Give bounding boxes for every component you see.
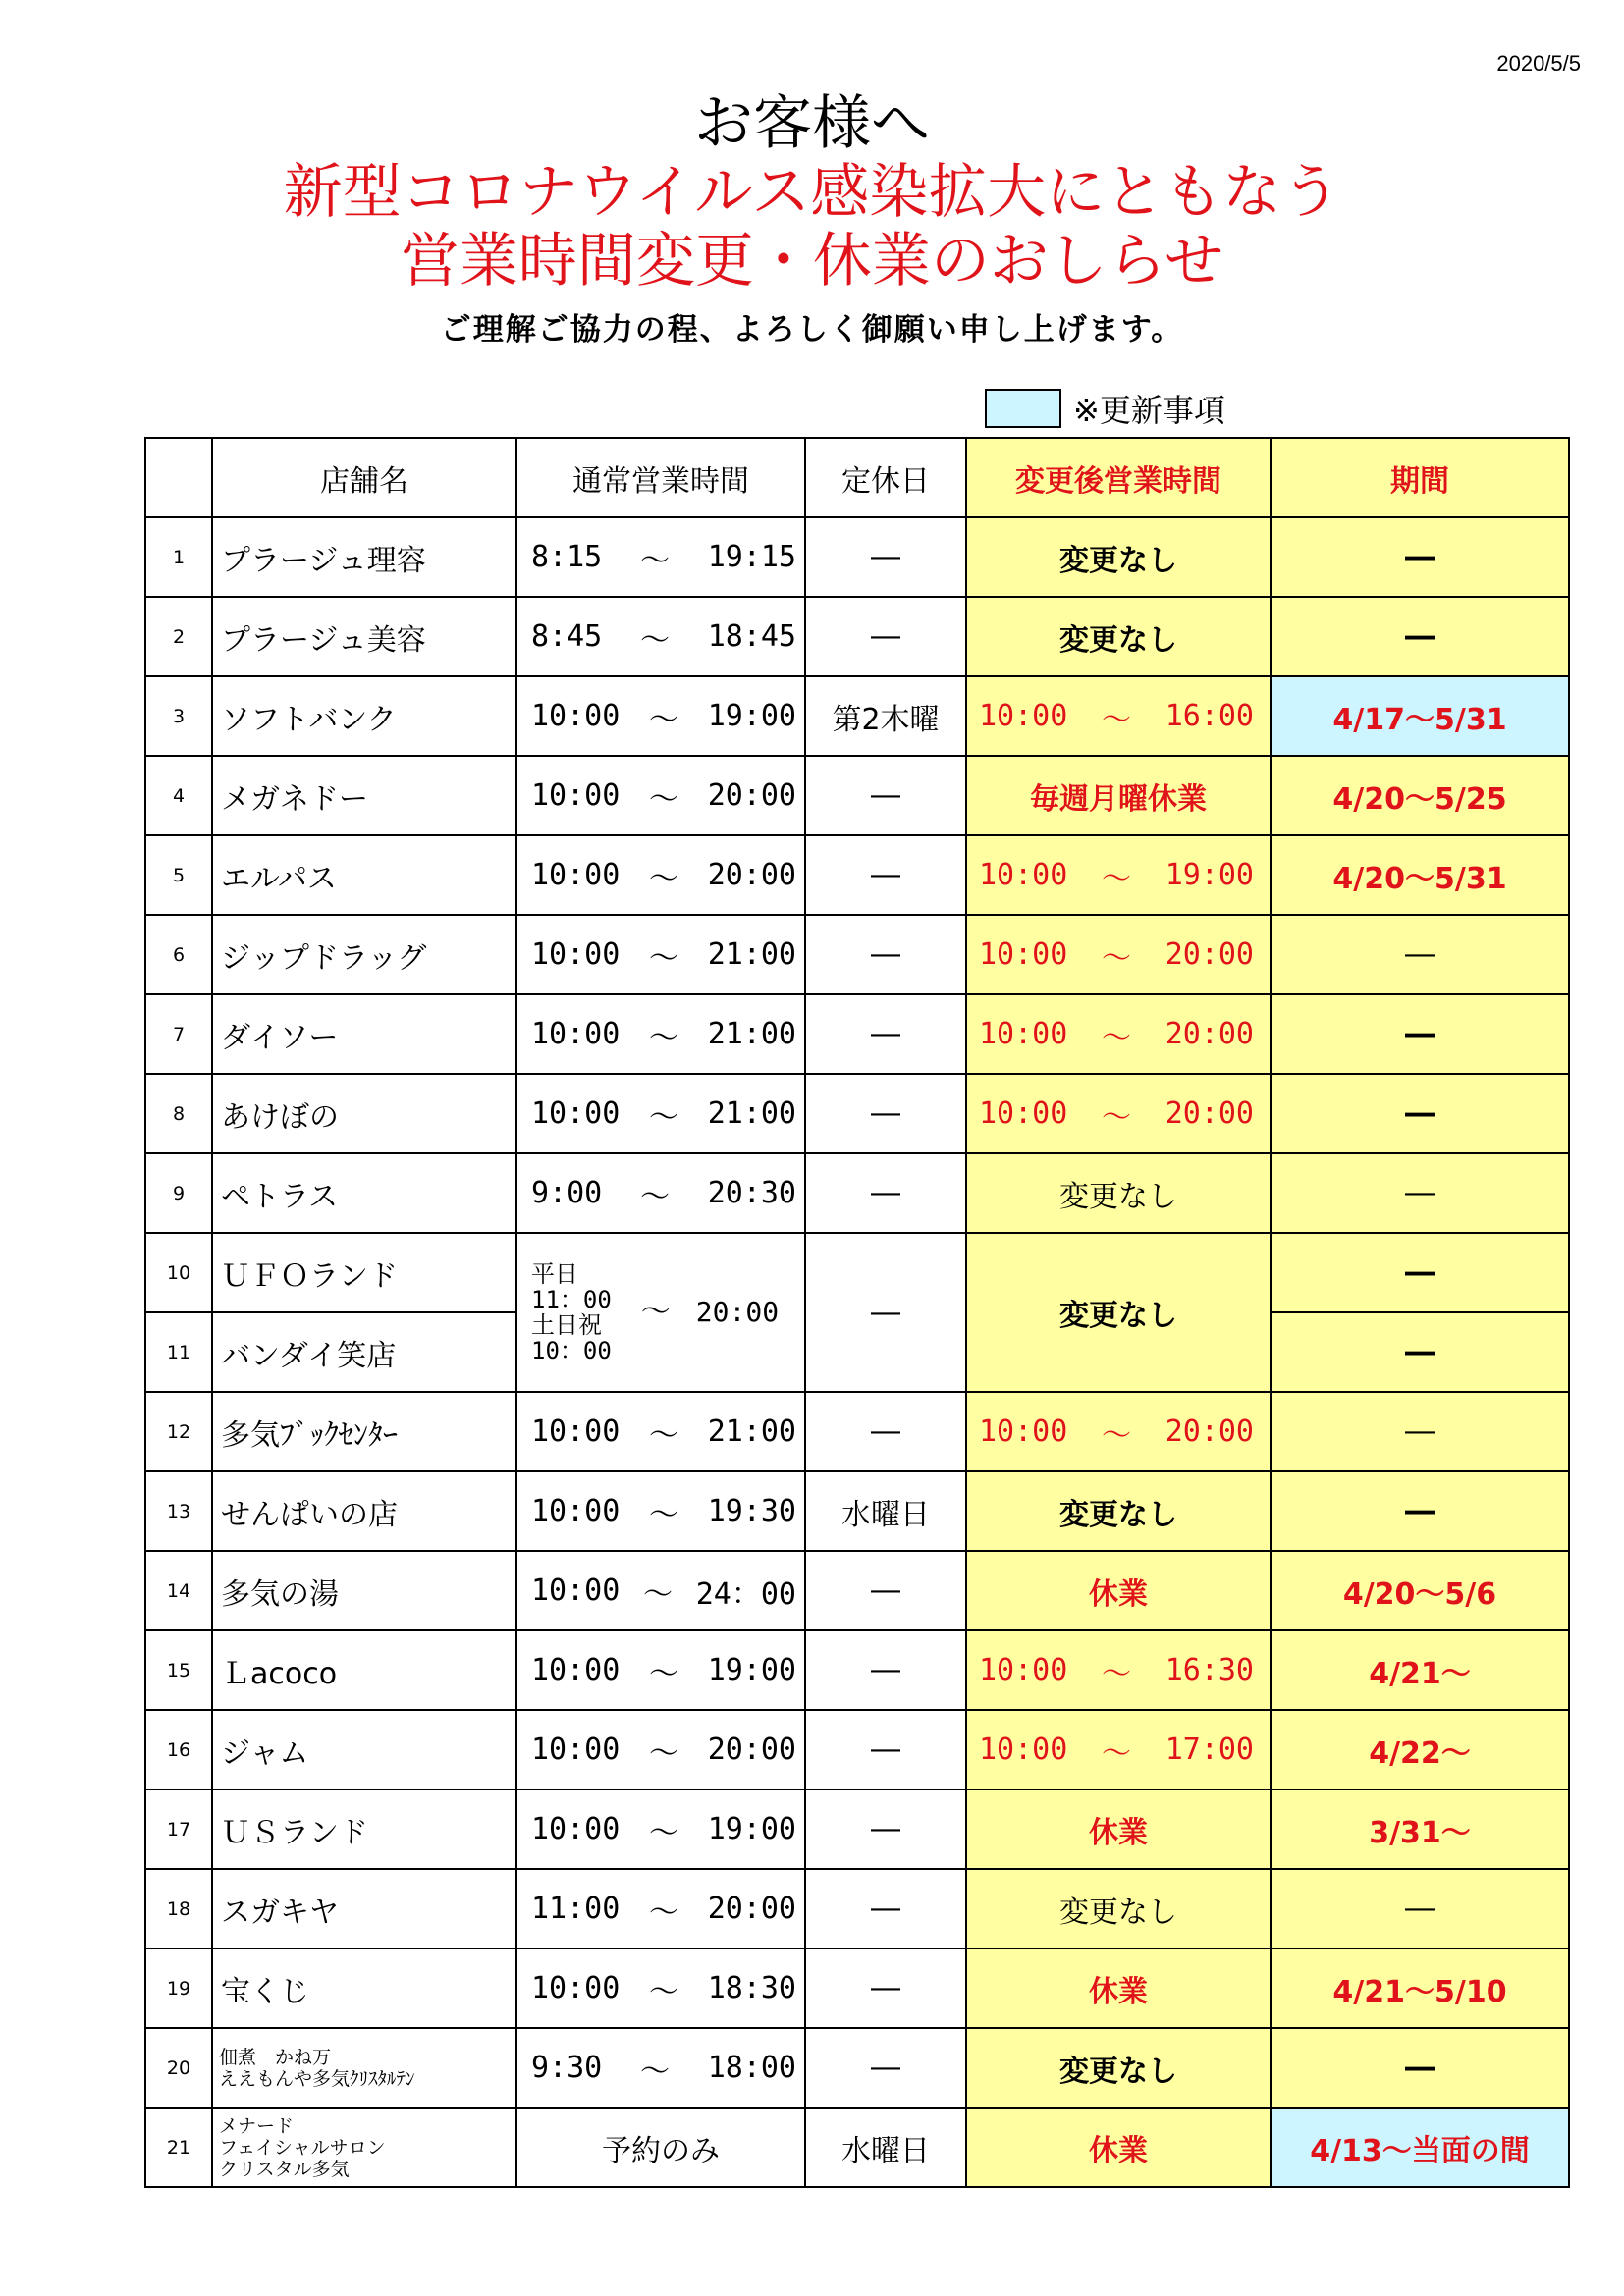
- changed-hours: [966, 994, 1271, 1074]
- changed-hours: [966, 1710, 1271, 1789]
- tilde: ～: [649, 1497, 678, 1532]
- tilde: ～: [639, 1179, 670, 1214]
- hours-range: [517, 1490, 804, 1533]
- legend-label: ※更新事項: [1073, 392, 1225, 429]
- hours-open: 8:15: [531, 540, 603, 574]
- tilde: ～: [649, 1020, 678, 1055]
- changed-open: 10:00: [979, 1653, 1068, 1687]
- store-name-line: フェイシャルサロン: [219, 2136, 386, 2159]
- header-name: 店舗名: [212, 438, 516, 517]
- row-number: 13: [145, 1471, 212, 1551]
- hours-close: 24：00: [695, 1576, 796, 1612]
- hours-range: [517, 1411, 804, 1454]
- holiday: 水曜日: [805, 2108, 966, 2187]
- hours-weekend-label: 土日祝: [531, 1311, 602, 1339]
- notice-subtitle: ご理解ご協力の程、よろしく御願い申し上げます。: [440, 312, 1184, 347]
- store-name: ペトラス: [212, 1153, 516, 1233]
- changed-range: [967, 1411, 1270, 1454]
- tilde: ～: [649, 1735, 678, 1771]
- tilde: ～: [1102, 1656, 1131, 1691]
- changed-close: 16:00: [1164, 699, 1254, 733]
- changed-hours: [966, 1630, 1271, 1710]
- tilde: ～: [649, 861, 678, 896]
- table-row: [145, 1153, 1569, 1233]
- store-name: ジャム: [212, 1710, 516, 1789]
- changed-hours: 変更なし: [966, 597, 1271, 676]
- hours-range: [517, 1808, 804, 1851]
- holiday: ―: [805, 597, 966, 676]
- changed-range: [967, 934, 1270, 977]
- tilde: ～: [1102, 1099, 1131, 1135]
- tilde: ～: [649, 1974, 678, 2009]
- changed-hours: [966, 835, 1271, 915]
- change-period: ―: [1271, 597, 1569, 676]
- hours-range: [517, 854, 804, 897]
- holiday: 水曜日: [805, 1471, 966, 1551]
- row-number: 17: [145, 1789, 212, 1869]
- tilde: ～: [1102, 1020, 1131, 1055]
- store-name: せんぱいの店: [212, 1471, 516, 1551]
- store-name: Ｌacoco: [212, 1630, 516, 1710]
- hours-close: 19:00: [707, 1653, 796, 1687]
- hours-range: [517, 1649, 804, 1692]
- hours-close: 20:00: [707, 778, 796, 813]
- hours-close: 18:45: [707, 619, 796, 654]
- hours-range: [517, 615, 804, 659]
- hours-close: 19:30: [707, 1494, 796, 1528]
- normal-hours: [516, 1949, 805, 2028]
- table-row: [145, 1710, 1569, 1789]
- hours-range: [517, 934, 804, 977]
- hours-weekday-label: 平日: [531, 1260, 578, 1288]
- row-number: 2: [145, 597, 212, 676]
- store-name: メガネドー: [212, 756, 516, 835]
- holiday: ―: [805, 1153, 966, 1233]
- store-name-line: ええもんや多気ｸﾘｽﾀﾙﾃﾝ: [219, 2067, 415, 2090]
- hours-close: 18:00: [707, 2051, 796, 2085]
- changed-open: 10:00: [979, 1096, 1068, 1131]
- change-period: 4/21～: [1271, 1630, 1569, 1710]
- store-name: あけぼの: [212, 1074, 516, 1153]
- store-name: ダイソー: [212, 994, 516, 1074]
- change-period: 4/20～5/31: [1271, 835, 1569, 915]
- changed-hours: [966, 915, 1271, 994]
- changed-open: 10:00: [979, 937, 1068, 972]
- tilde: ～: [649, 940, 678, 976]
- hours-open-column: [531, 1261, 612, 1363]
- hours-close: 19:15: [707, 540, 796, 574]
- row-number: 11: [145, 1312, 212, 1392]
- hours-open: 10:00: [531, 778, 621, 813]
- header-period: 期間: [1271, 438, 1569, 517]
- header-hours: 通常営業時間: [516, 438, 805, 517]
- changed-open: 10:00: [979, 1415, 1068, 1449]
- normal-hours: [516, 1153, 805, 1233]
- normal-hours: [516, 676, 805, 756]
- hours-open: 10:00: [531, 699, 621, 733]
- change-period: ―: [1271, 994, 1569, 1074]
- holiday: ―: [805, 1630, 966, 1710]
- change-period: ―: [1271, 1312, 1569, 1392]
- row-number: 12: [145, 1392, 212, 1471]
- hours-open: 10:00: [531, 1812, 621, 1846]
- change-period: 3/31～: [1271, 1789, 1569, 1869]
- normal-hours: [516, 1392, 805, 1471]
- normal-hours: 予約のみ: [516, 2108, 805, 2187]
- table-row: [145, 676, 1569, 756]
- hours-open: 10:00: [531, 1415, 621, 1449]
- greeting-heading: お客様へ: [694, 89, 930, 158]
- changed-hours: 変更なし: [966, 1471, 1271, 1551]
- table-row: [145, 1551, 1569, 1630]
- normal-hours: [516, 517, 805, 597]
- table-row: [145, 1789, 1569, 1869]
- changed-range: [967, 854, 1270, 897]
- hours-open: 10:00: [531, 1574, 621, 1608]
- hours-close: 21:00: [707, 937, 796, 972]
- hours-close: 20:30: [707, 1176, 796, 1210]
- row-number: 20: [145, 2028, 212, 2108]
- tilde: ～: [639, 2054, 670, 2089]
- hours-range: [517, 774, 804, 818]
- store-name: 宝くじ: [212, 1949, 516, 2028]
- document-date: 2020/5/5: [1496, 51, 1581, 76]
- normal-hours: [516, 1789, 805, 1869]
- table-row: [145, 756, 1569, 835]
- holiday: ―: [805, 756, 966, 835]
- normal-hours: [516, 915, 805, 994]
- hours-open: 10:00: [531, 937, 621, 972]
- changed-close: 20:00: [1164, 1017, 1254, 1051]
- changed-open: 10:00: [979, 1733, 1068, 1767]
- tilde: ～: [639, 543, 670, 578]
- store-name: 多気ﾌﾞｯｸｾﾝﾀｰ: [212, 1392, 516, 1471]
- store-name: エルパス: [212, 835, 516, 915]
- hours-open: 10:00: [531, 1971, 621, 2005]
- change-period: ―: [1271, 1392, 1569, 1471]
- holiday: 第2木曜: [805, 676, 966, 756]
- changed-hours: 休業: [966, 1551, 1271, 1630]
- changed-range: [967, 1649, 1270, 1692]
- table-row: [145, 1233, 1569, 1312]
- normal-hours: [516, 1471, 805, 1551]
- change-period: ―: [1271, 517, 1569, 597]
- change-period: 4/20～5/25: [1271, 756, 1569, 835]
- hours-open: 10:00: [531, 858, 621, 892]
- normal-hours: [516, 1551, 805, 1630]
- changed-open: 10:00: [979, 699, 1068, 733]
- changed-close: 20:00: [1164, 1096, 1254, 1131]
- row-number: 5: [145, 835, 212, 915]
- changed-open: 10:00: [979, 1017, 1068, 1051]
- table-row: [145, 597, 1569, 676]
- hours-open: 10:00: [531, 1017, 621, 1051]
- changed-close: 19:00: [1164, 858, 1254, 892]
- hours-range: [517, 1570, 804, 1613]
- tilde: ～: [1102, 861, 1131, 896]
- row-number: 4: [145, 756, 212, 835]
- store-name-line: メナード: [219, 2114, 295, 2137]
- table-row: [145, 1949, 1569, 2028]
- hours-close: 21:00: [707, 1017, 796, 1051]
- table-header-row: [145, 438, 1569, 517]
- changed-hours: 変更なし: [966, 1153, 1271, 1233]
- normal-hours: [516, 835, 805, 915]
- header-no: [145, 438, 212, 517]
- changed-close: 16:30: [1164, 1653, 1254, 1687]
- normal-hours: [516, 2028, 805, 2108]
- store-hours-table: [144, 437, 1570, 2188]
- change-period: ―: [1271, 1074, 1569, 1153]
- hours-close: 21:00: [707, 1096, 796, 1131]
- store-name-line: 佃煮 かね万: [219, 2046, 332, 2068]
- row-number: 14: [145, 1551, 212, 1630]
- hours-open: 11:00: [531, 1892, 621, 1926]
- tilde: ～: [1102, 1735, 1131, 1771]
- changed-hours: 休業: [966, 1949, 1271, 2028]
- tilde: ～: [1102, 1417, 1131, 1453]
- changed-hours: 変更なし: [966, 1233, 1271, 1392]
- changed-range: [967, 1729, 1270, 1772]
- hours-open: 10:00: [531, 1494, 621, 1528]
- holiday: ―: [805, 517, 966, 597]
- hours-open: 9:00: [531, 1176, 603, 1210]
- normal-hours: [516, 1869, 805, 1949]
- hours-range: [517, 695, 804, 738]
- changed-close: 20:00: [1164, 1415, 1254, 1449]
- normal-hours: [516, 1074, 805, 1153]
- row-number: 6: [145, 915, 212, 994]
- table-row: [145, 1630, 1569, 1710]
- store-name: プラージュ美容: [212, 597, 516, 676]
- hours-range: [517, 1729, 804, 1772]
- hours-close: 20:00: [695, 1296, 780, 1328]
- changed-open: 10:00: [979, 858, 1068, 892]
- change-period: 4/21～5/10: [1271, 1949, 1569, 2028]
- row-number: 9: [145, 1153, 212, 1233]
- changed-close: 20:00: [1164, 937, 1254, 972]
- store-name: 多気の湯: [212, 1551, 516, 1630]
- table-row: [145, 517, 1569, 597]
- normal-hours-merged: [516, 1233, 805, 1392]
- changed-hours: 変更なし: [966, 1869, 1271, 1949]
- tilde: ～: [639, 622, 670, 658]
- change-period: ―: [1271, 1233, 1569, 1312]
- hours-close: 19:00: [707, 699, 796, 733]
- holiday: ―: [805, 835, 966, 915]
- changed-hours: 変更なし: [966, 517, 1271, 597]
- store-name: ソフトバンク: [212, 676, 516, 756]
- table-row: [145, 1471, 1569, 1551]
- notice-title-line2: 営業時間変更・休業のおしらせ: [400, 227, 1224, 295]
- row-number: 15: [145, 1630, 212, 1710]
- holiday: ―: [805, 1710, 966, 1789]
- row-number: 10: [145, 1233, 212, 1312]
- row-number: 21: [145, 2108, 212, 2187]
- tilde: ～: [649, 1895, 678, 1930]
- change-period: ―: [1271, 1153, 1569, 1233]
- tilde: ～: [640, 1295, 671, 1329]
- tilde: ～: [649, 1099, 678, 1135]
- hours-range: [517, 1888, 804, 1931]
- tilde: ～: [649, 1656, 678, 1691]
- row-number: 3: [145, 676, 212, 756]
- normal-hours: [516, 1710, 805, 1789]
- store-name: ＵＦＯランド: [212, 1233, 516, 1312]
- store-name: [212, 2028, 516, 2108]
- table-row: [145, 2028, 1569, 2108]
- holiday: ―: [805, 1074, 966, 1153]
- tilde: ～: [643, 1576, 674, 1612]
- table-row: [145, 835, 1569, 915]
- change-period: 4/22～: [1271, 1710, 1569, 1789]
- holiday: ―: [805, 1392, 966, 1471]
- table-row: [145, 1074, 1569, 1153]
- change-period: 4/17～5/31: [1271, 676, 1569, 756]
- change-period: ―: [1271, 915, 1569, 994]
- tilde: ～: [649, 1417, 678, 1453]
- table-row: [145, 1392, 1569, 1471]
- hours-close: 21:00: [707, 1415, 796, 1449]
- hours-range: [517, 1093, 804, 1136]
- hours-close: 19:00: [707, 1812, 796, 1846]
- header-changed-hours: 変更後営業時間: [966, 438, 1271, 517]
- changed-range: [967, 1093, 1270, 1136]
- holiday: ―: [805, 1869, 966, 1949]
- changed-hours: 休業: [966, 2108, 1271, 2187]
- hours-range: [517, 1172, 804, 1215]
- change-period: ―: [1271, 1471, 1569, 1551]
- hours-range: [517, 2047, 804, 2090]
- hours-range: [517, 1013, 804, 1056]
- holiday: ―: [805, 994, 966, 1074]
- row-number: 8: [145, 1074, 212, 1153]
- row-number: 7: [145, 994, 212, 1074]
- holiday: ―: [805, 1551, 966, 1630]
- holiday: ―: [805, 1233, 966, 1392]
- store-name: ジップドラッグ: [212, 915, 516, 994]
- tilde: ～: [649, 702, 678, 737]
- holiday: ―: [805, 2028, 966, 2108]
- hours-open: 10:00: [531, 1653, 621, 1687]
- changed-hours: 変更なし: [966, 2028, 1271, 2108]
- row-number: 18: [145, 1869, 212, 1949]
- normal-hours: [516, 994, 805, 1074]
- row-number: 19: [145, 1949, 212, 2028]
- update-legend: [985, 389, 1225, 428]
- table-row: [145, 1869, 1569, 1949]
- changed-close: 17:00: [1164, 1733, 1254, 1767]
- normal-hours: [516, 756, 805, 835]
- normal-hours: [516, 597, 805, 676]
- changed-hours: 毎週月曜休業: [966, 756, 1271, 835]
- hours-close: 18:30: [707, 1971, 796, 2005]
- store-name: ＵＳランド: [212, 1789, 516, 1869]
- change-period: 4/20～5/6: [1271, 1551, 1569, 1630]
- normal-hours: [516, 1630, 805, 1710]
- notice-title-line1: 新型コロナウイルス感染拡大にともなう: [283, 158, 1341, 227]
- holiday: ―: [805, 915, 966, 994]
- row-number: 1: [145, 517, 212, 597]
- changed-range: [967, 1013, 1270, 1056]
- change-period: ―: [1271, 1869, 1569, 1949]
- change-period: 4/13～当面の間: [1271, 2108, 1569, 2187]
- store-name: プラージュ理容: [212, 517, 516, 597]
- hours-close: 20:00: [707, 1892, 796, 1926]
- changed-hours: [966, 1074, 1271, 1153]
- hours-open: 10:00: [531, 1733, 621, 1767]
- hours-range: [517, 1967, 804, 2010]
- table-row: [145, 2108, 1569, 2187]
- changed-hours: [966, 676, 1271, 756]
- hours-close: 20:00: [707, 858, 796, 892]
- hours-wrap: [517, 1261, 804, 1363]
- store-name: スガキヤ: [212, 1869, 516, 1949]
- holiday: ―: [805, 1949, 966, 2028]
- tilde: ～: [1102, 940, 1131, 976]
- changed-hours: 休業: [966, 1789, 1271, 1869]
- hours-close: 20:00: [707, 1733, 796, 1767]
- hours-weekend-open: 10：00: [531, 1337, 612, 1364]
- hours-weekday-open: 11：00: [531, 1286, 612, 1313]
- store-name: [212, 2108, 516, 2187]
- table-row: [145, 994, 1569, 1074]
- legend-swatch: [985, 389, 1061, 428]
- store-name: バンダイ笑店: [212, 1312, 516, 1392]
- tilde: ～: [649, 1815, 678, 1850]
- changed-hours: [966, 1392, 1271, 1471]
- tilde: ～: [1102, 702, 1131, 737]
- store-name-line: クリスタル多気: [219, 2158, 350, 2180]
- hours-range: [517, 536, 804, 579]
- change-period: ―: [1271, 2028, 1569, 2108]
- tilde: ～: [649, 781, 678, 817]
- hours-open: 10:00: [531, 1096, 621, 1131]
- header-holiday: 定休日: [805, 438, 966, 517]
- row-number: 16: [145, 1710, 212, 1789]
- holiday: ―: [805, 1789, 966, 1869]
- table-row: [145, 915, 1569, 994]
- hours-open: 8:45: [531, 619, 603, 654]
- hours-open: 9:30: [531, 2051, 603, 2085]
- changed-range: [967, 695, 1270, 738]
